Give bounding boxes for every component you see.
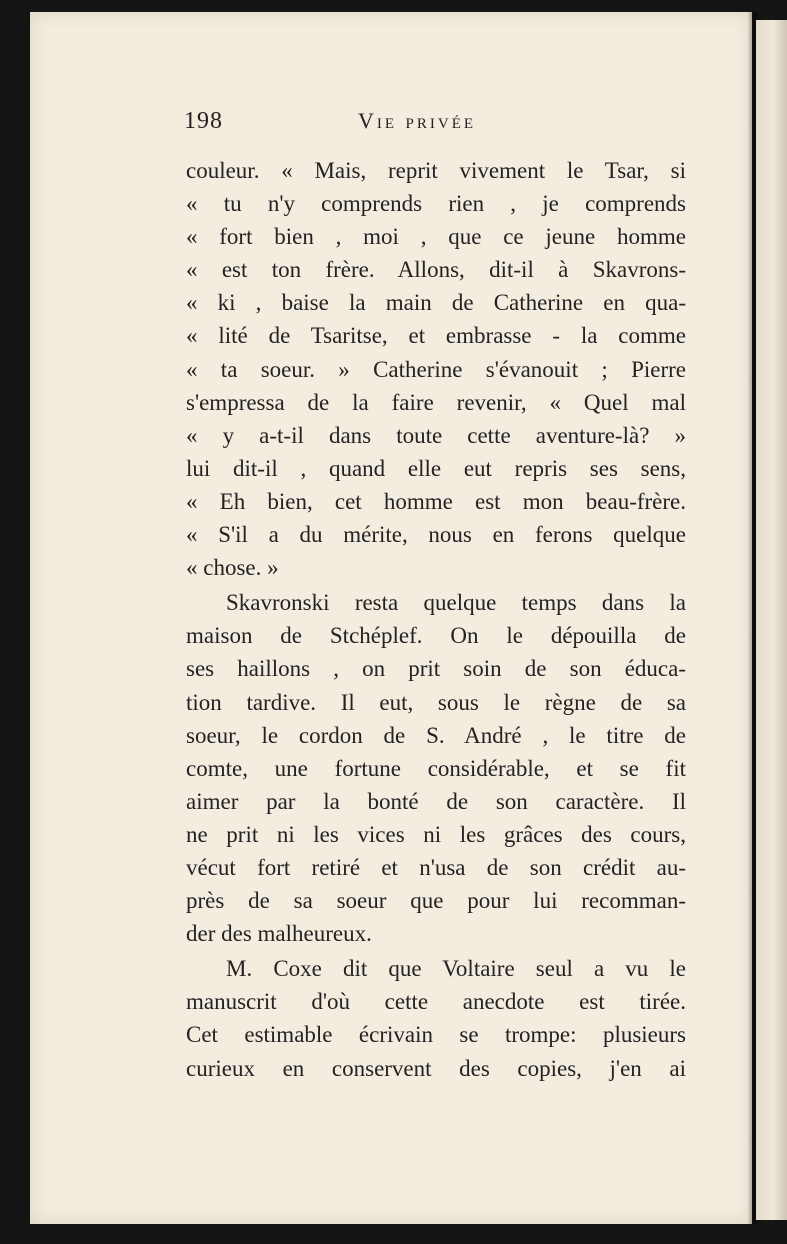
text-line: « S'il a du mérite, nous en ferons quelque — [186, 522, 686, 548]
adjacent-page-edge — [756, 20, 787, 1220]
text-line: vécut fort retiré et n'usa de son crédit au- — [186, 854, 686, 880]
text-line: « ki , baise la main de Catherine en qua- — [186, 290, 686, 316]
text-line: « y a-t-il dans toute cette aventure-là? » — [186, 422, 686, 448]
text-line: « est ton frère. Allons, dit-il à Skavrons- — [186, 257, 686, 283]
text-line: soeur, le cordon de S. André , le titre de — [186, 722, 686, 748]
text-line: tion tardive. Il eut, sous le règne de sa — [186, 689, 686, 715]
text-line: s'empressa de la faire revenir, « Quel mal — [186, 389, 686, 415]
text-line: Cet estimable écrivain se trompe: plusieurs — [186, 1022, 686, 1048]
text-line: ne prit ni les vices ni les grâces des cours, — [186, 821, 686, 847]
text-line: couleur. « Mais, reprit vivement le Tsar, si — [186, 158, 686, 183]
text-line: maison de Stchéplef. On le dépouilla de — [186, 623, 686, 649]
running-head: Vie privée — [358, 108, 477, 133]
page-header — [184, 108, 688, 144]
text-line: « chose. » — [186, 555, 279, 581]
text-line: « tu n'y comprends rien , je comprends — [186, 191, 686, 217]
text-line: lui dit-il , quand elle eut repris ses sens, — [186, 455, 686, 481]
text-line: près de sa soeur que pour lui recomman- — [186, 888, 686, 914]
text-line: « lité de Tsaritse, et embrasse - la comme — [186, 323, 686, 349]
text-line: Skavronski resta quelque temps dans la — [226, 590, 686, 616]
text-line: curieux en conservent des copies, j'en ai — [186, 1055, 686, 1081]
text-line: manuscrit d'où cette anecdote est tirée. — [186, 989, 686, 1015]
text-line: aimer par la bonté de son caractère. Il — [186, 788, 686, 814]
text-line: « ta soeur. » Catherine s'évanouit ; Pierre — [186, 356, 686, 382]
body-text — [186, 154, 686, 1085]
text-line: comte, une fortune considérable, et se fit — [186, 755, 686, 781]
text-line: der des malheureux. — [186, 921, 372, 947]
text-line: « Eh bien, cet homme est mon beau-frère. — [186, 488, 686, 514]
text-line: ses haillons , on prit soin de son éduca- — [186, 656, 686, 682]
page-number: 198 — [184, 108, 223, 134]
text-line: « fort bien , moi , que ce jeune homme — [186, 224, 686, 250]
text-line: M. Coxe dit que Voltaire seul a vu le — [226, 956, 686, 982]
